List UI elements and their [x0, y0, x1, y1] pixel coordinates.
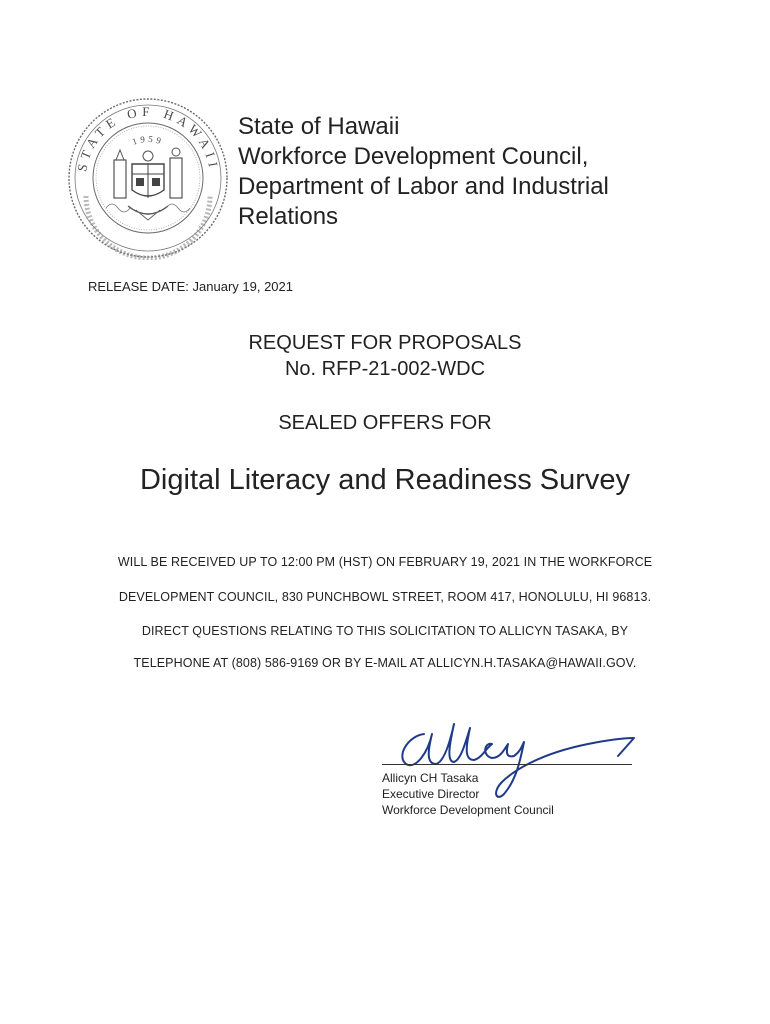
agency-line-department: Department of Labor and Industrial [238, 173, 609, 200]
notice-line-1: WILL BE RECEIVED UP TO 12:00 PM (HST) ON FEBRUARY 19, 2021 IN THE WORKFORCE [117, 555, 653, 569]
signatory-title: Executive Director [382, 787, 480, 801]
signatory-block [382, 770, 554, 818]
notice-line-4: TELEPHONE AT (808) 586-9169 OR BY E-MAIL AT ALLICYN.H.TASAKA@HAWAII.GOV. [133, 656, 637, 670]
release-date-label: RELEASE DATE: [88, 279, 189, 294]
release-date [88, 279, 293, 294]
agency-line-council: Workforce Development Council, [238, 143, 589, 170]
notice-line-2: DEVELOPMENT COUNCIL, 830 PUNCHBOWL STREET, ROOM 417, HONOLULU, HI 96813. [118, 590, 652, 604]
signatory-name: Allicyn CH Tasaka [382, 771, 479, 785]
rfp-number: No. RFP-21-002-WDC [284, 358, 486, 380]
state-seal-icon [66, 96, 230, 260]
notice-line-3: DIRECT QUESTIONS RELATING TO THIS SOLICITATION TO ALLICYN TASAKA, BY [141, 624, 629, 638]
signature-line [382, 764, 632, 765]
agency-heading [238, 112, 609, 232]
sealed-offers-heading: SEALED OFFERS FOR [278, 412, 492, 434]
release-date-value: January 19, 2021 [192, 279, 293, 294]
rfp-title: REQUEST FOR PROPOSALS [248, 332, 522, 354]
signatory-org: Workforce Development Council [382, 803, 554, 817]
seal-outer-text: STATE OF HAWAII [74, 103, 222, 173]
rfp-subject: Digital Literacy and Readiness Survey [139, 464, 631, 496]
seal-year-text: 1959 [130, 133, 166, 147]
svg-text:1959 [131, 134, 165, 147]
agency-line-relations: Relations [238, 203, 339, 230]
svg-text:STATE OF HAWAII [74, 104, 222, 173]
agency-line-state: State of Hawaii [238, 113, 400, 140]
